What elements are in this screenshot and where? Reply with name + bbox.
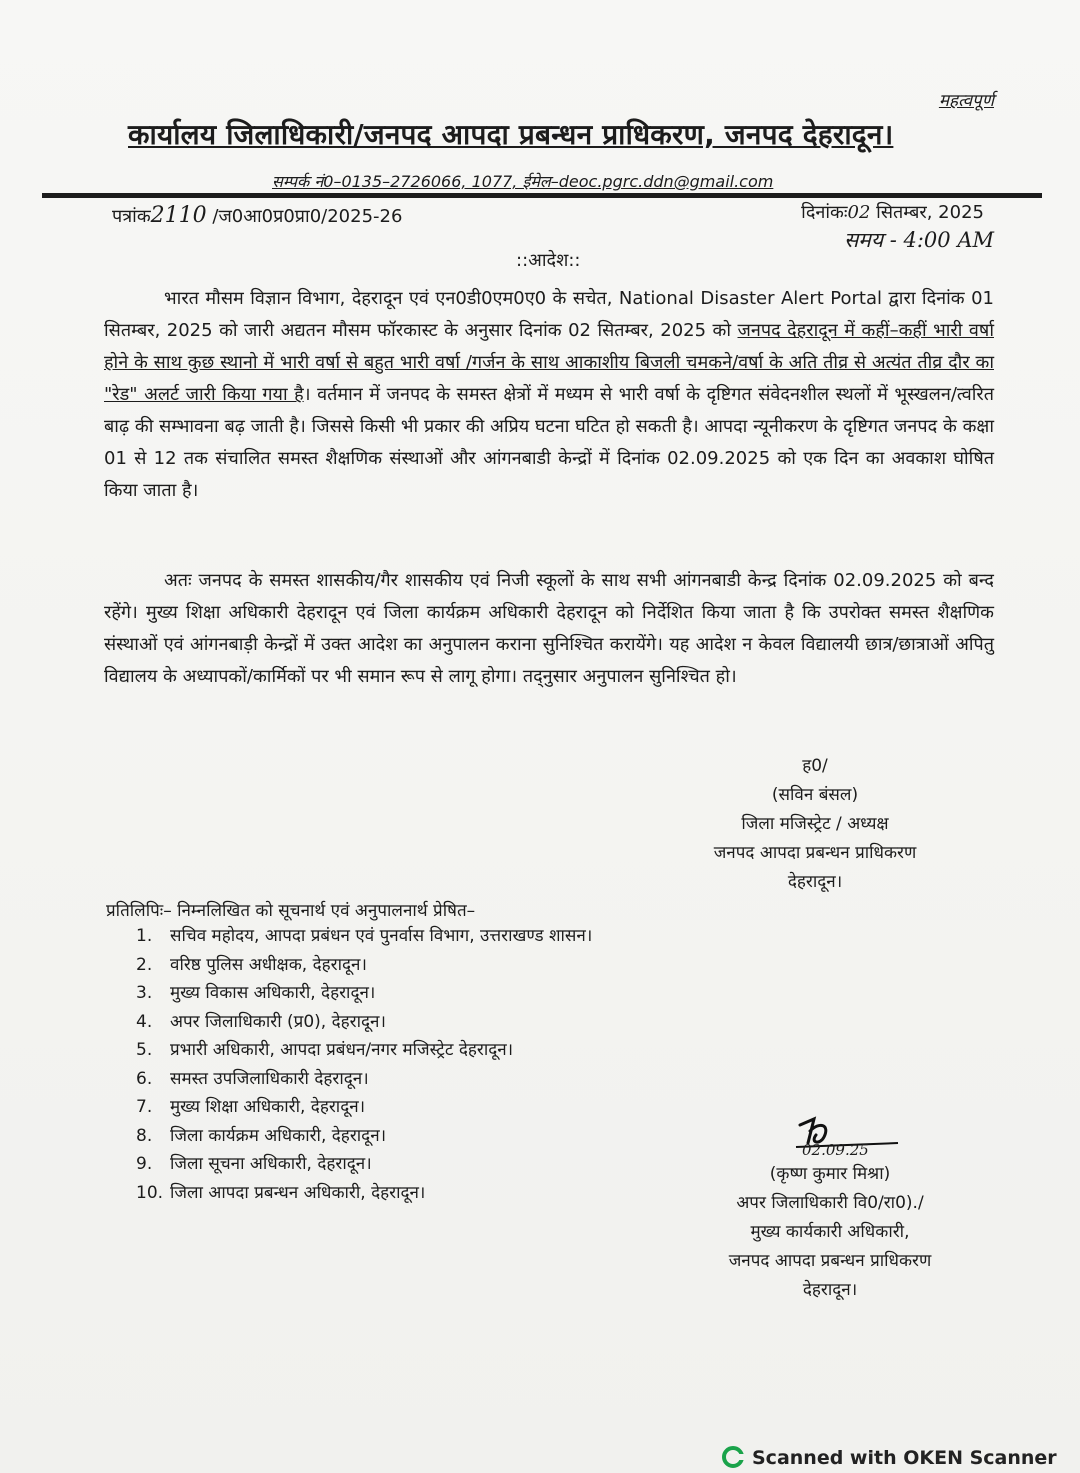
copy-to-item-number: 10.: [136, 1182, 164, 1203]
date-line: [801, 200, 984, 224]
copy-to-item-text: जिला सूचना अधिकारी, देहरादून।: [170, 1154, 372, 1174]
scanner-footer: [722, 1446, 1057, 1469]
reference-suffix: /ज0आ0प्र0प्रा0/2025-26: [212, 206, 403, 227]
contact-line: सम्पर्क नं0–0135–2726066, 1077, ईमेल–deoc.pgrc.ddn@gmail.com: [272, 172, 774, 191]
copy-to-item: [136, 951, 592, 980]
copy-to-item-text: समस्त उपजिलाधिकारी देहरादून।: [170, 1068, 369, 1089]
oken-scanner-logo-icon: [722, 1446, 744, 1468]
reference-handwritten-number: 2110: [150, 203, 207, 228]
copy-to-item-number: 3.: [136, 983, 153, 1003]
copy-to-item-number: 9.: [136, 1154, 153, 1174]
copy-to-item-text: मुख्य शिक्षा अधिकारी, देहरादून।: [170, 1097, 366, 1117]
copy-to-item: [136, 1093, 592, 1122]
copy-to-item: [136, 1150, 592, 1179]
office-title: कार्यालय जिलाधिकारी/जनपद आपदा प्रबन्धन प्राधिकरण, जनपद देहरादून।: [128, 118, 894, 151]
date-label: दिनांकः: [801, 202, 848, 223]
para1-underlined-alert: जनपद देहरादून में कहीं–कहीं भारी वर्षा होने के साथ कुछ स्थानो में भारी वर्षा से बहुत भारी वर्षा /गर्जन के साथ आकाशीय बिजली चमकने/वर्षा के अति तीव्र से अत्यंत तीव्र दौर का "रेड" अलर्ट जारी किया गया है: [104, 320, 994, 405]
copy-to-item-number: 4.: [136, 1011, 153, 1032]
copy-to-item-text: अपर जिलाधिकारी (प्र0), देहरादून।: [170, 1011, 386, 1032]
copy-to-item-number: 1.: [136, 926, 153, 946]
copy-to-item-text: वरिष्ठ पुलिस अधीक्षक, देहरादून।: [170, 954, 367, 975]
copy-to-item: [136, 922, 592, 951]
copy-to-item-text: प्रभारी अधिकारी, आपदा प्रबंधन/नगर मजिस्ट्रेट देहरादून।: [170, 1040, 514, 1060]
copy-to-item: [136, 1122, 592, 1151]
scanner-label: Scanned with OKEN Scanner: [752, 1447, 1057, 1469]
copy-to-item: [136, 1036, 592, 1065]
copy-to-item: [136, 1179, 592, 1208]
reference-prefix: पत्रांक: [112, 206, 151, 227]
copy-to-item-text: मुख्य विकास अधिकारी, देहरादून।: [170, 983, 376, 1003]
copy-to-item-text: सचिव महोदय, आपदा प्रबंधन एवं पुनर्वास विभाग, उत्तराखण्ड शासन।: [170, 926, 593, 946]
signatory-place: देहरादून।: [787, 872, 843, 892]
signatory2-org: जनपद आपदा प्रबन्धन प्राधिकरण: [728, 1251, 932, 1271]
order-heading: ::आदेश::: [516, 250, 581, 271]
signatory-name: (सविन बंसल): [771, 785, 859, 805]
para1-part1: भारत मौसम विज्ञान विभाग, देहरादून एवं एन0डी0एम0ए0 के सचेत, National Disaster Alert Portal द्वारा दिनांक 01 सितम्बर, 2025 को जारी अद्यतन मौसम फॉरकास्ट के अनुसार दिनांक 02 सितम्बर, 2025 को: [104, 288, 994, 341]
signed-mark: ह0/: [802, 756, 828, 776]
signatory2-name: (कृष्ण कुमार मिश्रा): [769, 1164, 891, 1184]
copy-to-item: [136, 1008, 592, 1037]
initial-date: 02.09.25: [802, 1141, 869, 1159]
date-day: 02: [847, 202, 871, 223]
copy-to-item-text: जिला कार्यक्रम अधिकारी, देहरादून।: [170, 1125, 387, 1146]
copy-to-item: [136, 979, 592, 1008]
copy-to-item-number: 2.: [136, 954, 153, 975]
signature-block-dm: [700, 752, 930, 897]
copy-to-item-text: जिला आपदा प्रबन्धन अधिकारी, देहरादून।: [170, 1182, 426, 1203]
important-tag: महत्वपूर्ण: [938, 91, 994, 111]
signatory2-place: देहरादून।: [802, 1280, 858, 1300]
copy-to-heading: प्रतिलिपिः– निम्नलिखित को सूचनार्थ एवं अनुपालनार्थ प्रेषित–: [106, 901, 476, 921]
order-paragraph-1: [104, 283, 994, 507]
reference-number: [112, 203, 402, 228]
signatory-org: जनपद आपदा प्रबन्धन प्राधिकरण: [713, 843, 917, 863]
signature-block-adm: [710, 1160, 950, 1305]
signatory-designation: जिला मजिस्ट्रेट / अध्यक्ष: [741, 814, 889, 834]
copy-to-item-number: 6.: [136, 1068, 153, 1089]
order-paragraph-2: अतः जनपद के समस्त शासकीय/गैर शासकीय एवं निजी स्कूलों के साथ सभी आंगनबाडी केन्द्र दिनांक 02.09.2025 को बन्द रहेंगे। मुख्य शिक्षा अधिकारी देहरादून एवं जिला कार्यक्रम अधिकारी देहरादून को निर्देशित किया जाता है कि उपरोक्त समस्त शैक्षणिक संस्थाओं एवं आंगनबाड़ी केन्द्रों में उक्त आदेश का अनुपालन कराना सुनिश्चित करायेंगे। यह आदेश न केवल विद्यालयी छात्र/छात्राओं अपितु विद्यालय के अध्यापकों/कार्मिकों पर भी समान रूप से लागू होगा। तद्नुसार अनुपालन सुनिश्चित हो।: [104, 570, 994, 687]
signatory2-designation-1: अपर जिलाधिकारी वि0/रा0)./: [736, 1193, 924, 1213]
copy-to-list: [136, 922, 592, 1207]
copy-to-item-number: 8.: [136, 1125, 153, 1146]
time-handwritten: समय - 4:00 AM: [844, 228, 994, 252]
date-rest: सितम्बर, 2025: [876, 202, 984, 223]
copy-to-item-number: 7.: [136, 1097, 153, 1117]
copy-to-item: [136, 1065, 592, 1094]
signatory2-designation-2: मुख्य कार्यकारी अधिकारी,: [750, 1222, 910, 1242]
para1-part2: । वर्तमान में जनपद के समस्त क्षेत्रों में मध्यम से भारी वर्षा के दृष्टिगत संवेदनशील स्थलों में भूस्खलन/त्वरित बाढ़ की सम्भावना बढ़ जाती है। जिससे किसी भी प्रकार की अप्रिय घटना घटित हो सकती है। आपदा न्यूनीकरण के दृष्टिगत जनपद के कक्षा 01 से 12 तक संचालित समस्त शैक्षणिक संस्थाओं और आंगनबाडी केन्द्रों में दिनांक 02.09.2025 को एक दिन का अवकाश घोषित किया जाता है।: [104, 384, 994, 501]
header-divider: [42, 193, 1042, 198]
copy-to-item-number: 5.: [136, 1040, 153, 1060]
